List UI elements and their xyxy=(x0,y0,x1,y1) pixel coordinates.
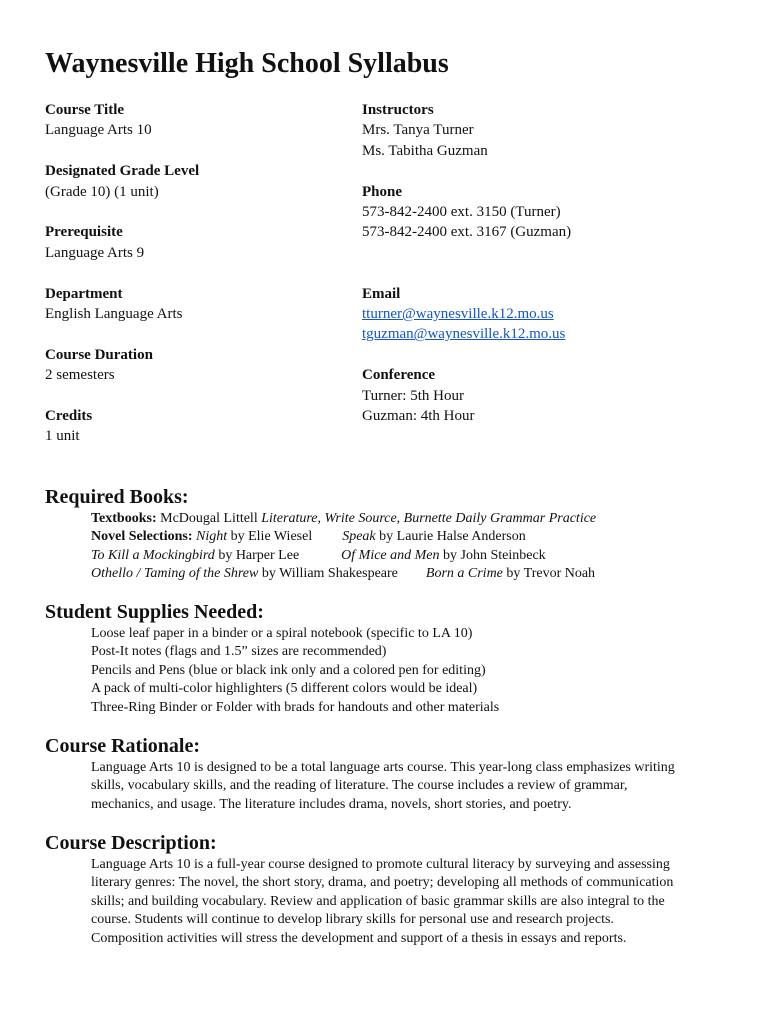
paragraph-line: literary genres: The novel, the short story, drama, and poetry; developing all methods of communication xyxy=(91,875,674,891)
novel-author: by William Shakespeare xyxy=(261,566,398,582)
novel-title: To Kill a Mockingbird xyxy=(91,547,215,563)
field-value: (Grade 10) (1 unit) xyxy=(45,183,159,200)
field-value: Language Arts 9 xyxy=(45,244,145,261)
section-heading: Student Supplies Needed: xyxy=(45,601,264,623)
paragraph-line: Composition activities will stress the development and support of a thesis in essays and reports. xyxy=(91,930,627,946)
email-link-turner[interactable]: tturner@waynesville.k12.mo.us xyxy=(362,306,554,323)
phone-number: 573-842-2400 ext. 3150 (Turner) xyxy=(362,204,561,221)
conference-time: Guzman: 4th Hour xyxy=(362,408,475,425)
student-supplies-section xyxy=(45,599,735,717)
textbooks-line xyxy=(91,510,735,528)
conference-time: Turner: 5th Hour xyxy=(362,387,464,404)
novel-title: Of Mice and Men xyxy=(341,547,440,563)
novel-author: by Elie Wiesel xyxy=(230,529,313,545)
list-item: Post-It notes (flags and 1.5” sizes are recommended) xyxy=(91,644,387,660)
paragraph-line: Language Arts 10 is a full-year course designed to promote cultural literacy by surveying and assessing xyxy=(91,857,670,872)
rationale-paragraph xyxy=(91,759,735,814)
paragraph-line: course. Students will continue to develop library skills for personal use and research projects. xyxy=(91,912,614,928)
list-item: Three-Ring Binder or Folder with brads for handouts and other materials xyxy=(91,699,500,715)
textbooks-publisher: McDougal Littell xyxy=(160,511,258,526)
supplies-list xyxy=(91,625,735,717)
page-title: Waynesville High School Syllabus xyxy=(45,48,449,79)
course-duration-field xyxy=(45,345,345,386)
novel-title: Born a Crime xyxy=(425,566,503,582)
field-label: Designated Grade Level xyxy=(45,163,200,180)
field-label: Course Title xyxy=(45,102,125,118)
grade-level-field xyxy=(45,161,345,202)
textbooks-label: Textbooks: xyxy=(91,511,157,526)
field-label: Instructors xyxy=(362,102,434,118)
field-label: Prerequisite xyxy=(45,224,123,241)
textbook-title: Write Source xyxy=(324,511,397,526)
course-rationale-section xyxy=(45,733,735,814)
field-value: 1 unit xyxy=(45,428,80,445)
field-value: English Language Arts xyxy=(45,306,183,323)
course-title-field xyxy=(45,100,345,141)
email-field xyxy=(362,284,742,345)
field-value: Language Arts 10 xyxy=(45,122,152,139)
department-field xyxy=(45,284,345,325)
field-label: Course Duration xyxy=(45,346,153,363)
instructor-info-column xyxy=(362,100,742,447)
credits-field xyxy=(45,406,345,447)
section-heading: Course Rationale: xyxy=(45,735,200,757)
phone-field xyxy=(362,182,742,243)
prerequisite-field xyxy=(45,222,345,263)
instructors-field xyxy=(362,100,742,161)
novel-selections-label: Novel Selections: xyxy=(91,529,193,545)
novel-author: by Laurie Halse Anderson xyxy=(379,529,526,545)
course-info-column xyxy=(45,100,345,467)
paragraph-line: skills, vocabulary skills, and the reading of literature. The course includes a review of grammar, xyxy=(91,778,628,794)
novel-title: Speak xyxy=(342,529,376,545)
novel-title: Othello / Taming of the Shrew xyxy=(91,566,259,582)
novel-author: by Harper Lee xyxy=(218,547,300,563)
separator: , xyxy=(317,511,321,526)
description-paragraph xyxy=(91,856,735,948)
novel-line xyxy=(91,547,735,565)
novel-title: Night xyxy=(195,529,228,545)
field-label: Email xyxy=(362,285,401,302)
textbook-title: Literature xyxy=(261,511,318,526)
list-item: A pack of multi-color highlighters (5 different colors would be ideal) xyxy=(91,681,478,697)
instructor-name: Ms. Tabitha Guzman xyxy=(362,142,488,159)
books-list xyxy=(91,510,735,584)
textbook-title: Burnette Daily Grammar Practice xyxy=(403,511,597,526)
field-label: Credits xyxy=(45,408,93,425)
course-description-section xyxy=(45,830,735,948)
field-label: Phone xyxy=(362,183,403,200)
section-heading: Required Books: xyxy=(45,486,189,508)
conference-field xyxy=(362,365,742,426)
field-label: Conference xyxy=(362,367,436,384)
separator: , xyxy=(396,511,401,526)
novel-author: by John Steinbeck xyxy=(443,547,546,563)
field-value: 2 semesters xyxy=(45,367,115,384)
novel-author: by Trevor Noah xyxy=(506,566,596,582)
instructor-name: Mrs. Tanya Turner xyxy=(362,122,474,139)
paragraph-line: mechanics, and usage. The literature includes drama, novels, short stories, and poetry. xyxy=(91,796,572,812)
novel-selections-line xyxy=(91,528,735,546)
required-books-section xyxy=(45,484,735,584)
phone-number: 573-842-2400 ext. 3167 (Guzman) xyxy=(362,224,572,241)
list-item: Loose leaf paper in a binder or a spiral notebook (specific to LA 10) xyxy=(91,626,473,641)
email-link-guzman[interactable]: tguzman@waynesville.k12.mo.us xyxy=(362,326,566,343)
list-item: Pencils and Pens (blue or black ink only and a colored pen for editing) xyxy=(91,662,486,678)
section-heading: Course Description: xyxy=(45,832,217,854)
paragraph-line: skills; and building vocabulary. Review and application of basic grammar skills are also integral to the xyxy=(91,893,665,909)
field-label: Department xyxy=(45,285,123,302)
paragraph-line: Language Arts 10 is designed to be a total language arts course. This year-long class emphasizes writing xyxy=(91,760,675,775)
novel-line xyxy=(91,565,735,583)
